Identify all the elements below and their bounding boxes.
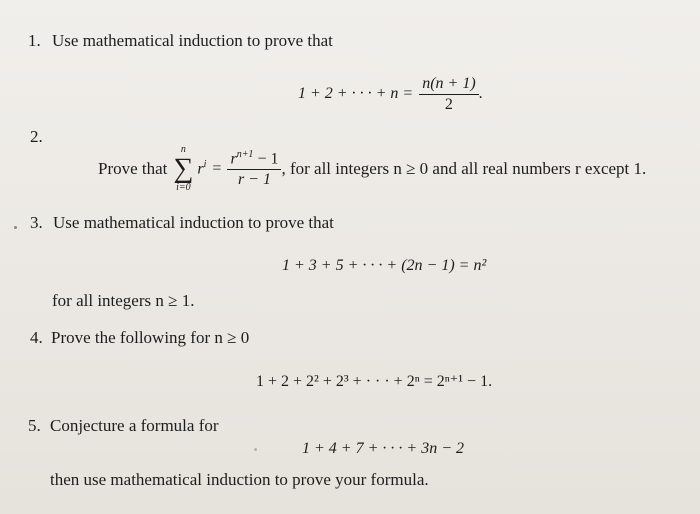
summation-symbol [171, 145, 195, 193]
problem-2-statement [98, 143, 646, 195]
problem-1-fraction-denominator: 2 [444, 95, 453, 113]
summation-lower-limit: i=0 [176, 182, 191, 193]
problem-1-equation [298, 72, 483, 116]
problem-2-frac-den: r − 1 [237, 171, 271, 189]
problem-1-number: 1. [28, 31, 41, 50]
summation-term: r [197, 160, 204, 178]
summation-upper-limit: n [180, 144, 186, 155]
problem-2-fraction [227, 149, 281, 189]
problem-1-statement: Use mathematical induction to prove that [52, 31, 333, 50]
problem-2-frac-num-base: r [230, 150, 237, 168]
problem-2-condition: , for all integers n ≥ 0 and all real numbers r except 1. [281, 159, 647, 178]
problem-2-number: 2. [30, 127, 43, 146]
problem-5-statement: Conjecture a formula for [50, 416, 219, 435]
problem-1-fraction-numerator: n(n + 1) [419, 75, 478, 95]
scan-speck [14, 226, 17, 229]
problem-2-equals: = [212, 160, 222, 177]
problem-5-number: 5. [28, 416, 41, 435]
problem-3-statement: Use mathematical induction to prove that [53, 213, 334, 232]
problem-4-statement: Prove the following for n ≥ 0 [51, 328, 250, 347]
problem-2-frac-num-tail: − 1 [253, 150, 279, 168]
problem-3-number: 3. [30, 213, 43, 232]
problem-5-followup: then use mathematical induction to prove your formula. [50, 470, 429, 489]
problem-2-frac-num-exp: n+1 [236, 148, 254, 160]
problem-1-eq-lhs: 1 + 2 + · · · + n = [298, 85, 414, 102]
problem-4-number: 4. [30, 328, 43, 347]
problem-4-equation: 1 + 2 + 2² + 2³ + · · · + 2ⁿ = 2ⁿ⁺¹ − 1. [256, 373, 493, 390]
problem-3-condition: for all integers n ≥ 1. [52, 291, 195, 310]
problem-2-prove-that: Prove that [98, 159, 168, 178]
problem-1-fraction [419, 75, 478, 114]
problem-3-equation: 1 + 3 + 5 + · · · + (2n − 1) = n² [282, 257, 487, 274]
problem-5-equation: 1 + 4 + 7 + · · · + 3n − 2 [302, 440, 464, 457]
scan-speck [254, 448, 257, 451]
summation-term-exponent: i [203, 159, 207, 171]
sigma-icon: ∑ [173, 153, 194, 184]
problem-1-eq-end: . [478, 85, 483, 102]
